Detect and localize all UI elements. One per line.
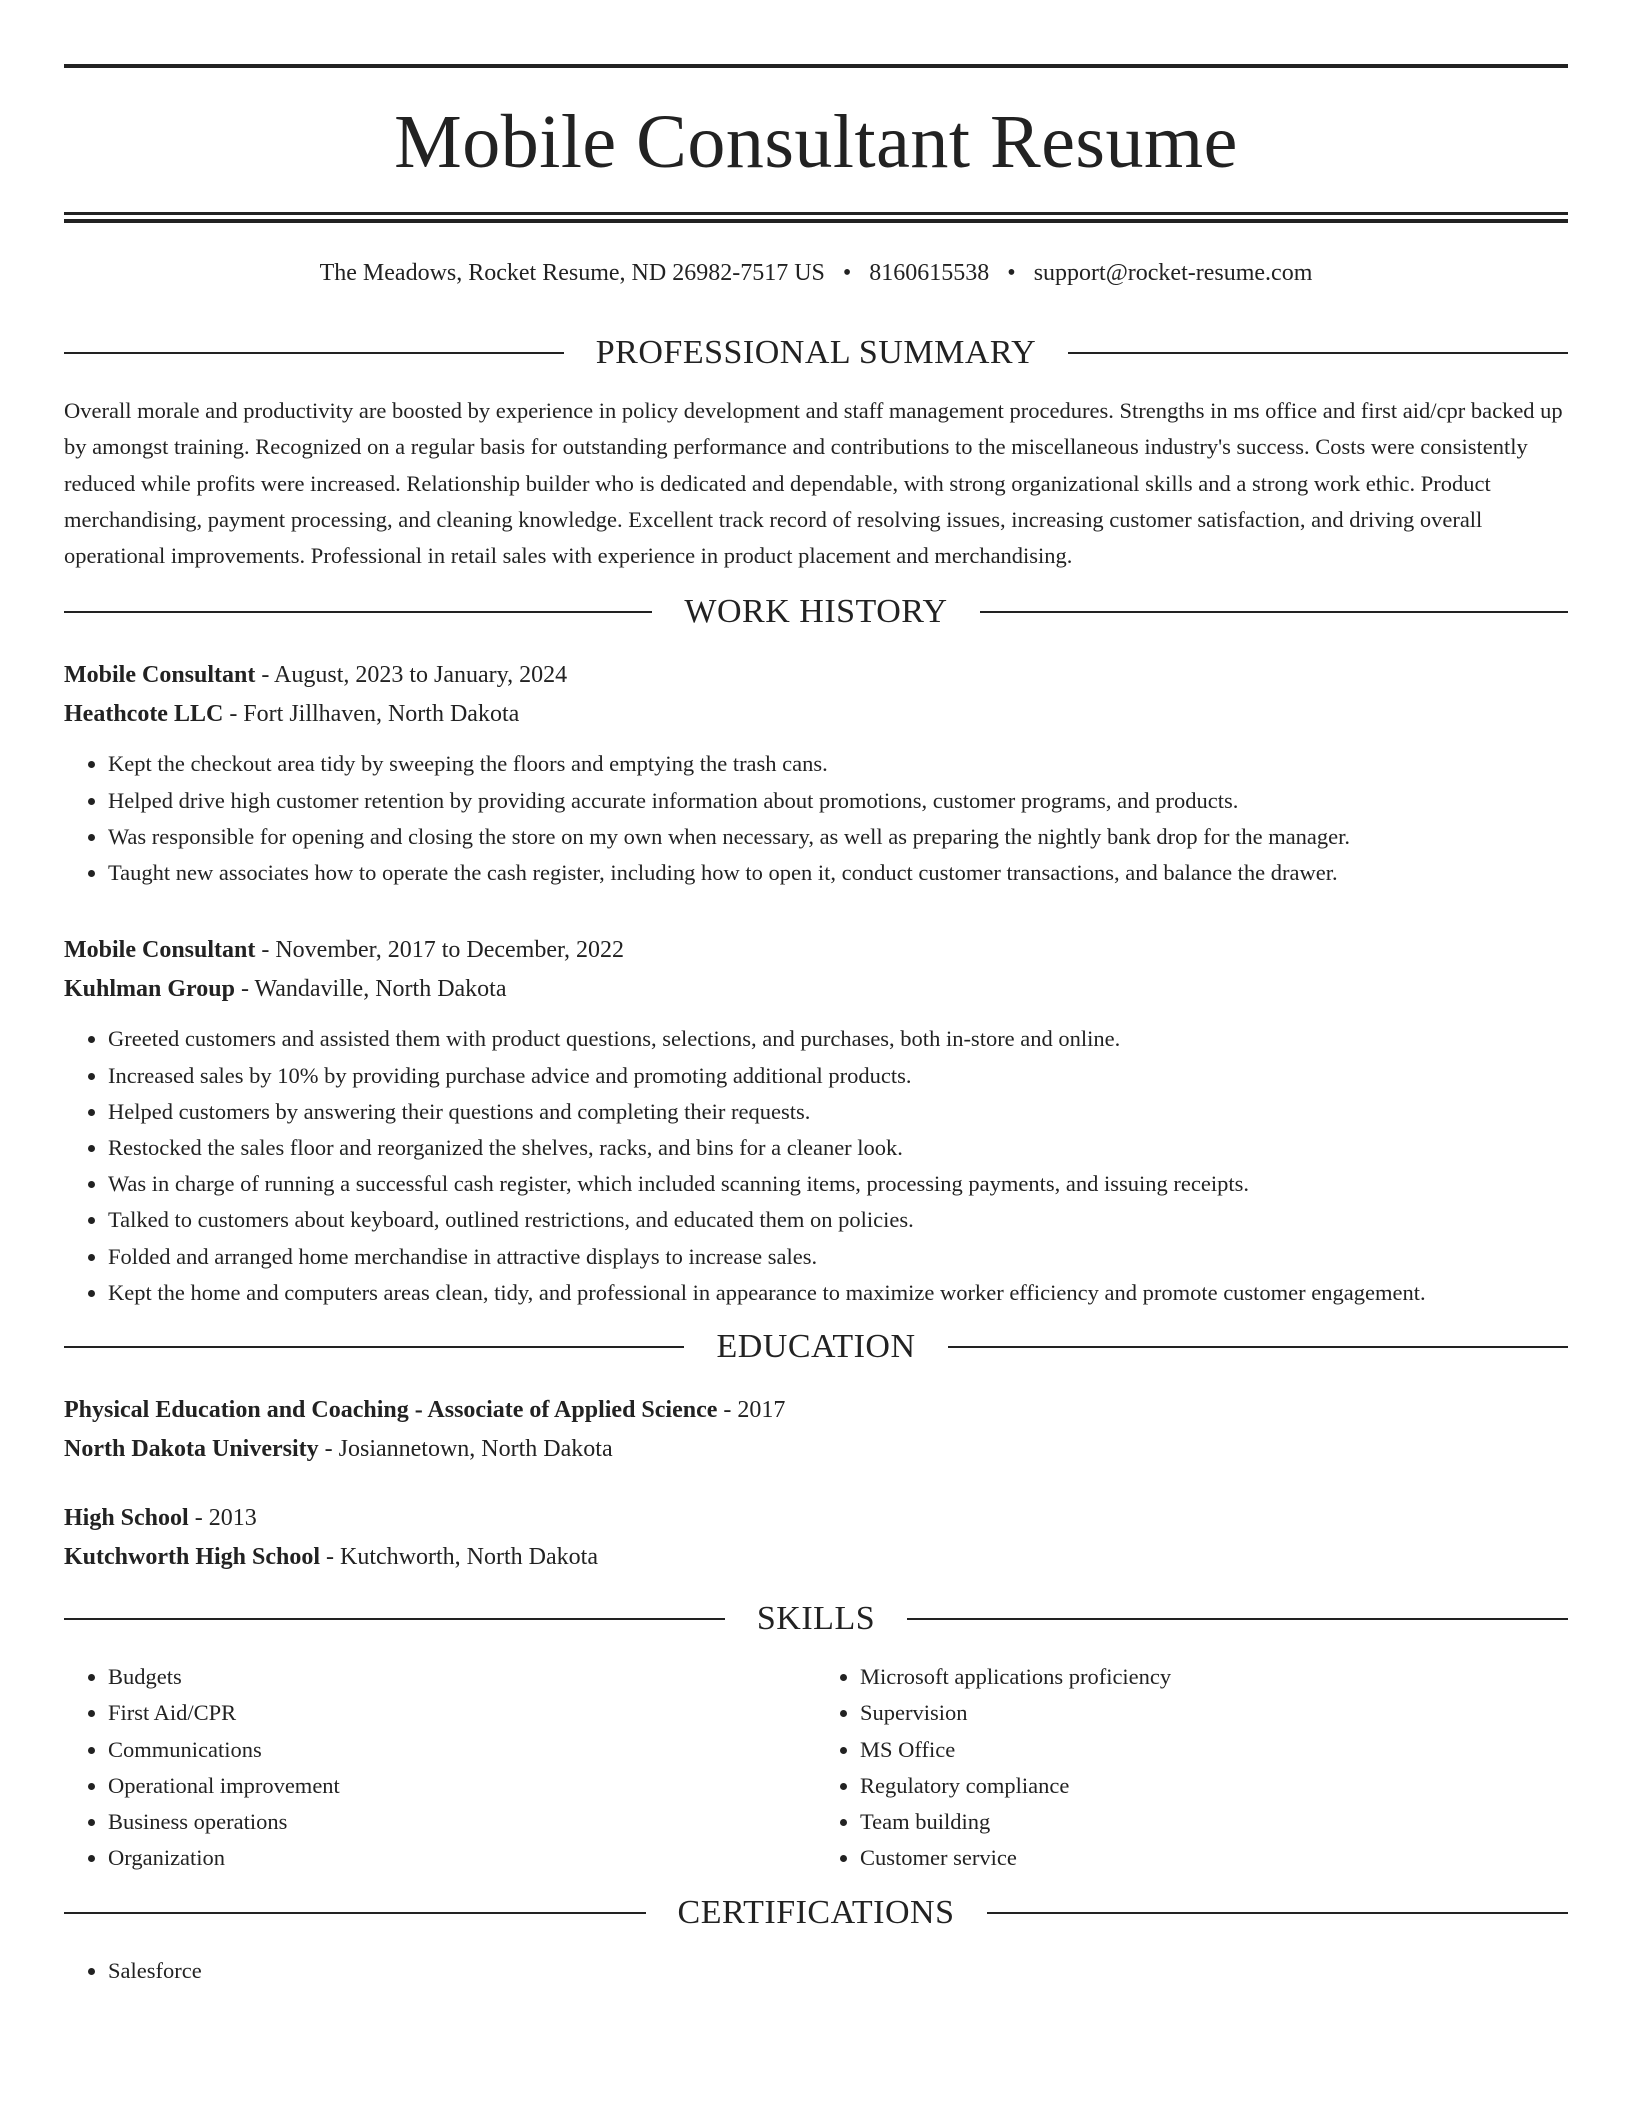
job-dates: - August, 2023 to January, 2024 (255, 662, 568, 689)
skill-item: • Supervision (860, 1695, 1568, 1731)
top-rule (64, 64, 1568, 68)
skill-item: • Team building (860, 1804, 1568, 1840)
job-title: Mobile Consultant (64, 937, 256, 964)
job-location: - Fort Jillhaven, North Dakota (223, 701, 520, 728)
list-item: • Talked to customers about keyboard, outlined restrictions, and educated them on policies. (108, 1202, 1568, 1238)
contact-phone: 8160615538 (869, 260, 990, 286)
heading-rule-right (980, 611, 1568, 613)
heading-rule-left (64, 1346, 684, 1348)
education-degree: Physical Education and Coaching - Associate of Applied Science (64, 1396, 718, 1423)
job-entry (64, 931, 1568, 1311)
job-company-line (64, 695, 1568, 734)
education-school-line (64, 1538, 1568, 1577)
skill-item: • Regulatory compliance (860, 1768, 1568, 1804)
skill-item: • Budgets (108, 1659, 816, 1695)
education-degree-line (64, 1499, 1568, 1538)
contact-line (64, 257, 1568, 289)
section-title: WORK HISTORY (684, 593, 948, 631)
skill-item: • Operational improvement (108, 1768, 816, 1804)
section-title: EDUCATION (716, 1327, 916, 1365)
education-school: Kutchworth High School (64, 1543, 321, 1570)
section-heading-work (64, 592, 1568, 632)
summary-text: Overall morale and productivity are boosted by experience in policy development and staff management procedures. Strengths in ms office and first aid/cpr backed up by amongst training. Recognized on a regular basis for outstanding performance and contributions to the miscellaneous industry's success. Costs were consistently reduced while profits were increased. Relationship builder who is dedicated and dependable, with strong organizational skills and a strong work ethic. Product merchandising, payment processing, and cleaning knowledge. Excellent track record of resolving issues, increasing customer satisfaction, and driving overall operational improvements. Professional in retail sales with experience in product placement and merchandising. (64, 398, 1563, 569)
heading-rule-right (987, 1912, 1569, 1914)
education-location: - Kutchworth, North Dakota (320, 1543, 598, 1570)
education-degree-line (64, 1391, 1568, 1430)
education-school: North Dakota University (64, 1435, 319, 1462)
section-title: PROFESSIONAL SUMMARY (595, 334, 1037, 371)
contact-separator: • (842, 260, 852, 286)
skills-columns (64, 1659, 1568, 1877)
resume-title: Mobile Consultant Resume (394, 100, 1238, 184)
section-title: SKILLS (756, 1599, 876, 1637)
heading-rule-left (64, 352, 564, 354)
job-title-line (64, 931, 1568, 970)
education-location: - Josiannetown, North Dakota (318, 1435, 613, 1462)
heading-rule-right (1068, 352, 1568, 354)
list-item: • Greeted customers and assisted them with product questions, selections, and purchases, both in-store and online. (108, 1021, 1568, 1057)
job-company: Kuhlman Group (64, 976, 235, 1003)
heading-rule-right (948, 1346, 1568, 1348)
job-bullets (64, 1021, 1568, 1311)
list-item: • Was responsible for opening and closing the store on my own when necessary, as well as preparing the nightly bank drop for the manager. (108, 819, 1568, 855)
job-dates: - November, 2017 to December, 2022 (255, 937, 624, 964)
heading-rule-left (64, 1912, 646, 1914)
skills-list-left (64, 1659, 816, 1877)
job-title: Mobile Consultant (64, 662, 256, 689)
job-location: - Wandaville, North Dakota (234, 976, 507, 1003)
contact-address: The Meadows, Rocket Resume, ND 26982-7517 US (319, 260, 825, 286)
section-title: CERTIFICATIONS (677, 1893, 955, 1931)
section-heading-skills (64, 1599, 1568, 1639)
job-entry (64, 656, 1568, 891)
section-heading-certifications (64, 1893, 1568, 1933)
certification-item: • Salesforce (108, 1953, 1568, 1989)
education-entry (64, 1391, 1568, 1469)
skills-list-right (816, 1659, 1568, 1877)
certifications-list (64, 1953, 1568, 1989)
contact-separator: • (1007, 260, 1016, 286)
job-company-line (64, 970, 1568, 1009)
heading-rule-left (64, 611, 652, 613)
list-item: • Was in charge of running a successful cash register, which included scanning items, processing payments, and issuing receipts. (108, 1166, 1568, 1202)
skill-item: • First Aid/CPR (108, 1695, 816, 1731)
skill-item: • MS Office (860, 1732, 1568, 1768)
list-item: • Helped drive high customer retention by providing accurate information about promotions, customer programs, and products. (108, 783, 1568, 819)
skill-item: • Microsoft applications proficiency (860, 1659, 1568, 1695)
education-year: - 2013 (188, 1504, 257, 1531)
title-double-rule (64, 212, 1568, 223)
skill-item: • Customer service (860, 1840, 1568, 1876)
list-item: • Increased sales by 10% by providing purchase advice and promoting additional products. (108, 1058, 1568, 1094)
education-entry (64, 1499, 1568, 1577)
section-heading-summary (64, 333, 1568, 373)
list-item: • Restocked the sales floor and reorganized the shelves, racks, and bins for a cleaner look. (108, 1130, 1568, 1166)
education-degree: High School (64, 1504, 189, 1531)
list-item: • Kept the checkout area tidy by sweeping the floors and emptying the trash cans. (108, 746, 1568, 782)
education-year: - 2017 (717, 1396, 786, 1423)
list-item: • Helped customers by answering their questions and completing their requests. (108, 1094, 1568, 1130)
job-title-line (64, 656, 1568, 695)
list-item: • Kept the home and computers areas clean, tidy, and professional in appearance to maximize worker efficiency and promote customer engagement. (108, 1275, 1568, 1311)
list-item: • Folded and arranged home merchandise in attractive displays to increase sales. (108, 1239, 1568, 1275)
skill-item: • Business operations (108, 1804, 816, 1840)
education-school-line (64, 1430, 1568, 1469)
job-company: Heathcote LLC (64, 701, 224, 728)
heading-rule-left (64, 1618, 725, 1620)
resume-page (64, 64, 1568, 1989)
contact-email: support@rocket-resume.com (1033, 260, 1313, 286)
skill-item: • Organization (108, 1840, 816, 1876)
skill-item: • Communications (108, 1732, 816, 1768)
job-bullets (64, 746, 1568, 891)
section-heading-education (64, 1327, 1568, 1367)
heading-rule-right (907, 1618, 1568, 1620)
list-item: • Taught new associates how to operate the cash register, including how to open it, conduct customer transactions, and balance the drawer. (108, 855, 1568, 891)
